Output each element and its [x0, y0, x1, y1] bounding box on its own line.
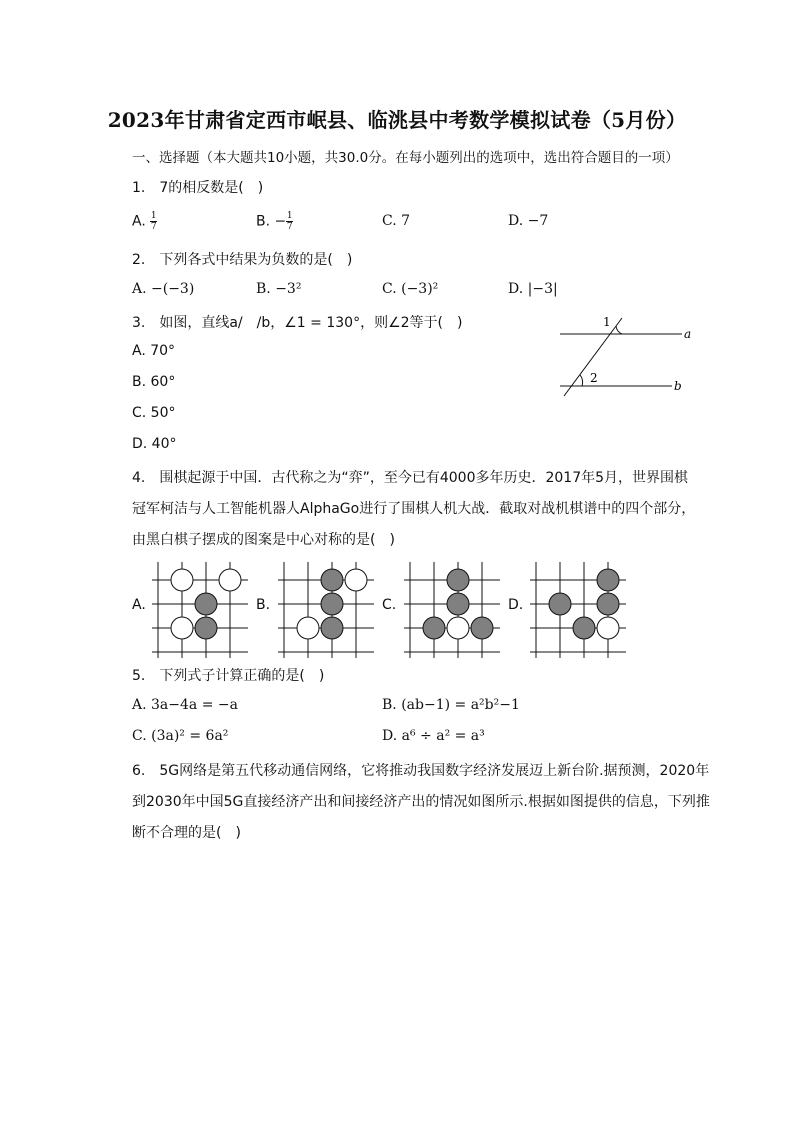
fraction-numerator: 1: [286, 211, 293, 221]
question-5-option-a[interactable]: A. 3a−4a = −a: [132, 697, 238, 713]
fraction: [286, 211, 293, 232]
question-1-option-d[interactable]: D. −7: [508, 213, 549, 229]
question-1-stem: 1. 7的相反数是( ): [132, 180, 264, 196]
angle-2-arc: [580, 375, 583, 386]
question-2-option-b[interactable]: B. −3²: [256, 281, 302, 297]
question-6-line-2: 到2030年中国5G直接经济产出和间接经济产出的情况如图所示.根据如图提供的信息，下列推: [132, 794, 710, 810]
question-4-line-1: 4. 围棋起源于中国．古代称之为“弈”，至今已有4000多年历史．2017年5月，世界围棋: [132, 470, 689, 486]
black-stone: [195, 593, 217, 615]
question-5-option-b[interactable]: B. (ab−1) = a²b²−1: [382, 697, 520, 713]
white-stone: [171, 617, 193, 639]
question-1-option-a[interactable]: [132, 211, 157, 232]
black-stone: [321, 569, 343, 591]
question-4-option-d-label[interactable]: D.: [508, 597, 524, 613]
black-stone: [549, 593, 571, 615]
white-stone: [597, 617, 619, 639]
black-stone: [321, 617, 343, 639]
question-6-line-1: 6. 5G网络是第五代移动通信网络，它将推动我国数字经济发展迈上新台阶.据预测，2020年: [132, 763, 710, 779]
question-4-option-c-label[interactable]: C.: [382, 597, 397, 613]
question-5-option-d[interactable]: D. a⁶ ÷ a² = a³: [382, 728, 485, 744]
parallel-lines-figure: [550, 312, 700, 402]
go-board-a[interactable]: [152, 562, 248, 658]
angle-1-arc: [616, 326, 622, 334]
black-stone: [597, 569, 619, 591]
black-stone: [471, 617, 493, 639]
question-1-option-c[interactable]: C. 7: [382, 213, 411, 229]
question-3-stem: 3. 如图，直线a/ /b，∠1 = 130°，则∠2等于( ): [132, 315, 463, 331]
fraction-denominator: 7: [150, 222, 157, 232]
black-stone: [423, 617, 445, 639]
minus-sign: −: [274, 213, 287, 230]
question-3-option-b[interactable]: B. 60°: [132, 374, 176, 390]
white-stone: [219, 569, 241, 591]
question-5-option-c[interactable]: C. (3a)² = 6a²: [132, 728, 229, 744]
white-stone: [345, 569, 367, 591]
go-board-d[interactable]: [530, 562, 626, 658]
fraction-denominator: 7: [286, 222, 293, 232]
black-stone: [321, 593, 343, 615]
white-stone: [447, 617, 469, 639]
option-label: B.: [256, 213, 271, 230]
black-stone: [195, 617, 217, 639]
white-stone: [171, 569, 193, 591]
question-2-stem: 2. 下列各式中结果为负数的是( ): [132, 252, 353, 268]
question-2-option-a[interactable]: A. −(−3): [132, 281, 195, 297]
go-board-b[interactable]: [278, 562, 374, 658]
page-title: 2023年甘肃省定西市岷县、临洮县中考数学模拟试卷（5月份）: [107, 108, 687, 132]
question-1-option-b[interactable]: [256, 211, 293, 232]
question-5-stem: 5. 下列式子计算正确的是( ): [132, 668, 325, 684]
line-a-label: a: [684, 327, 692, 341]
section-heading: 一、选择题（本大题共10小题，共30.0分。在每小题列出的选项中，选出符合题目的一项）: [132, 150, 679, 166]
angle-2-label: 2: [590, 371, 598, 385]
question-4-option-b-label[interactable]: B.: [256, 597, 271, 613]
fraction: [150, 211, 157, 232]
angle-1-label: 1: [603, 315, 611, 329]
question-3-option-c[interactable]: C. 50°: [132, 405, 176, 421]
option-label: A.: [132, 213, 146, 230]
question-3-option-a[interactable]: A. 70°: [132, 343, 176, 359]
question-2-option-d[interactable]: D. |−3|: [508, 281, 558, 297]
question-4-line-3: 由黑白棋子摆成的图案是中心对称的是( ): [132, 532, 395, 548]
black-stone: [597, 593, 619, 615]
question-4-line-2: 冠军柯洁与人工智能机器人AlphaGo进行了围棋人机大战．截取对战机棋谱中的四个部分，: [132, 501, 696, 517]
black-stone: [447, 593, 469, 615]
go-board-c[interactable]: [404, 562, 500, 658]
question-4-option-a-label[interactable]: A.: [132, 597, 146, 613]
black-stone: [573, 617, 595, 639]
black-stone: [447, 569, 469, 591]
question-6-line-3: 断不合理的是( ): [132, 825, 241, 841]
question-3-option-d[interactable]: D. 40°: [132, 436, 177, 452]
fraction-numerator: 1: [150, 211, 157, 221]
white-stone: [297, 617, 319, 639]
question-2-option-c[interactable]: C. (−3)²: [382, 281, 439, 297]
line-b-label: b: [674, 379, 682, 393]
